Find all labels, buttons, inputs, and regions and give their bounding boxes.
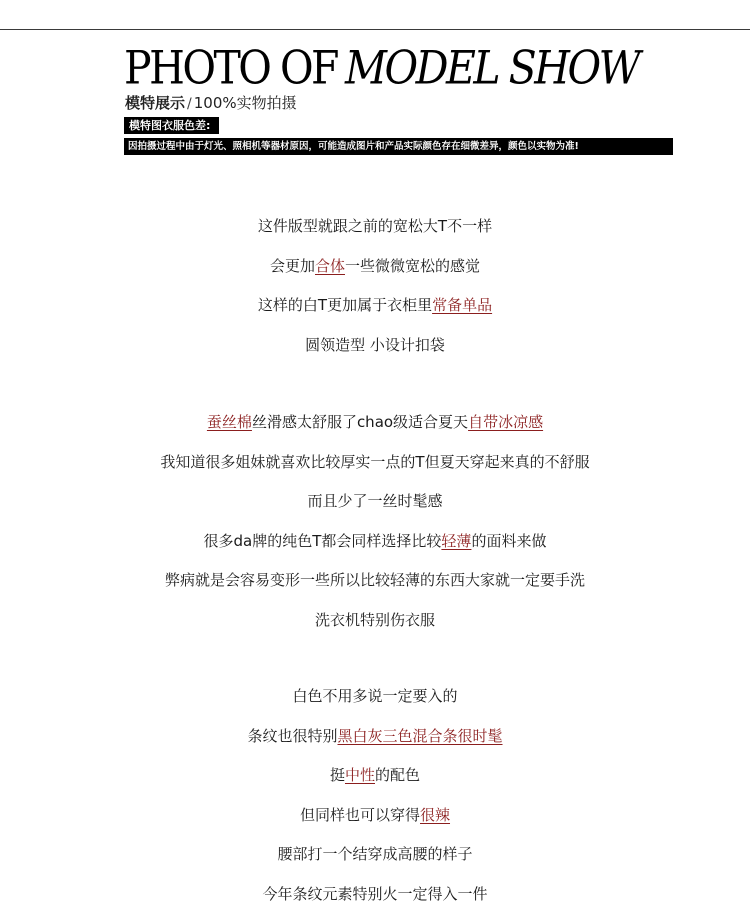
text-line <box>0 207 750 247</box>
subtitle-rest: 100%实物拍摄 <box>193 94 297 112</box>
text-segment: 洗衣机特别伤衣服 <box>314 610 435 629</box>
highlight-text: 很辣 <box>420 805 451 824</box>
title-italic: MODEL SHOW <box>345 41 639 95</box>
text-segment: 腰部打一个结穿成高腰的样子 <box>277 845 473 863</box>
text-line <box>0 796 750 836</box>
highlight-text: 蚕丝棉 <box>206 413 252 431</box>
text-line <box>0 247 750 287</box>
description-paragraph-1 <box>0 207 750 365</box>
text-segment: 弊病就是会容易变形一些所以比较轻薄的东西大家就一定要手洗 <box>164 571 585 589</box>
text-segment: 这样的白T更加属于衣柜里 <box>257 296 433 314</box>
highlight-text: 轻薄 <box>441 531 472 550</box>
text-line <box>0 443 750 483</box>
text-segment: 但同样也可以穿得 <box>299 805 420 824</box>
text-segment: 这件版型就跟之前的宽松大T不一样 <box>257 217 493 235</box>
text-segment: 一些微微宽松的感觉 <box>345 256 481 275</box>
highlight-text: 常备单品 <box>432 296 493 314</box>
title-upright: PHOTO OF <box>124 41 338 95</box>
text-segment: 丝滑感太舒服了chao级适合夏天 <box>251 413 469 431</box>
text-line <box>0 756 750 796</box>
page-title <box>124 41 639 95</box>
text-segment: 白色不用多说一定要入的 <box>292 687 458 705</box>
text-line <box>0 875 750 915</box>
text-segment: 很多da牌的纯色T都会同样选择比较 <box>203 531 442 550</box>
color-difference-label: 模特图衣服色差: <box>124 117 219 134</box>
text-line <box>0 482 750 522</box>
text-segment: 今年条纹元素特别火一定得入一件 <box>262 884 488 903</box>
subtitle <box>125 93 297 114</box>
text-segment: 条纹也很特别 <box>247 726 338 745</box>
text-segment: 的配色 <box>375 766 421 784</box>
description-paragraph-3 <box>0 677 750 914</box>
text-segment: 而且少了一丝时髦感 <box>307 492 443 510</box>
text-line <box>0 677 750 717</box>
text-line <box>0 835 750 875</box>
text-segment: 挺 <box>329 766 345 784</box>
text-line <box>0 601 750 641</box>
text-line <box>0 561 750 601</box>
description-paragraph-2 <box>0 403 750 640</box>
highlight-text: 合体 <box>314 256 345 275</box>
text-line <box>0 522 750 562</box>
text-line <box>0 326 750 366</box>
text-line <box>0 717 750 757</box>
text-line <box>0 403 750 443</box>
subtitle-bold: 模特展示 <box>125 94 186 112</box>
text-segment: 圆领造型 小设计扣袋 <box>305 335 445 354</box>
text-segment: 的面料来做 <box>471 531 547 550</box>
highlight-text: 自带冰凉感 <box>468 413 544 431</box>
text-segment: 我知道很多姐妹就喜欢比较厚实一点的T但夏天穿起来真的不舒服 <box>160 452 590 471</box>
color-difference-note: 因拍摄过程中由于灯光、照相机等器材原因，可能造成图片和产品实际颜色存在细微差异，颜色以实物为准! <box>124 138 673 155</box>
subtitle-separator: / <box>187 96 192 112</box>
highlight-text: 黑白灰三色混合条很时髦 <box>337 726 503 745</box>
top-divider <box>0 29 750 30</box>
text-segment: 会更加 <box>269 256 315 275</box>
text-line <box>0 286 750 326</box>
highlight-text: 中性 <box>344 766 375 784</box>
